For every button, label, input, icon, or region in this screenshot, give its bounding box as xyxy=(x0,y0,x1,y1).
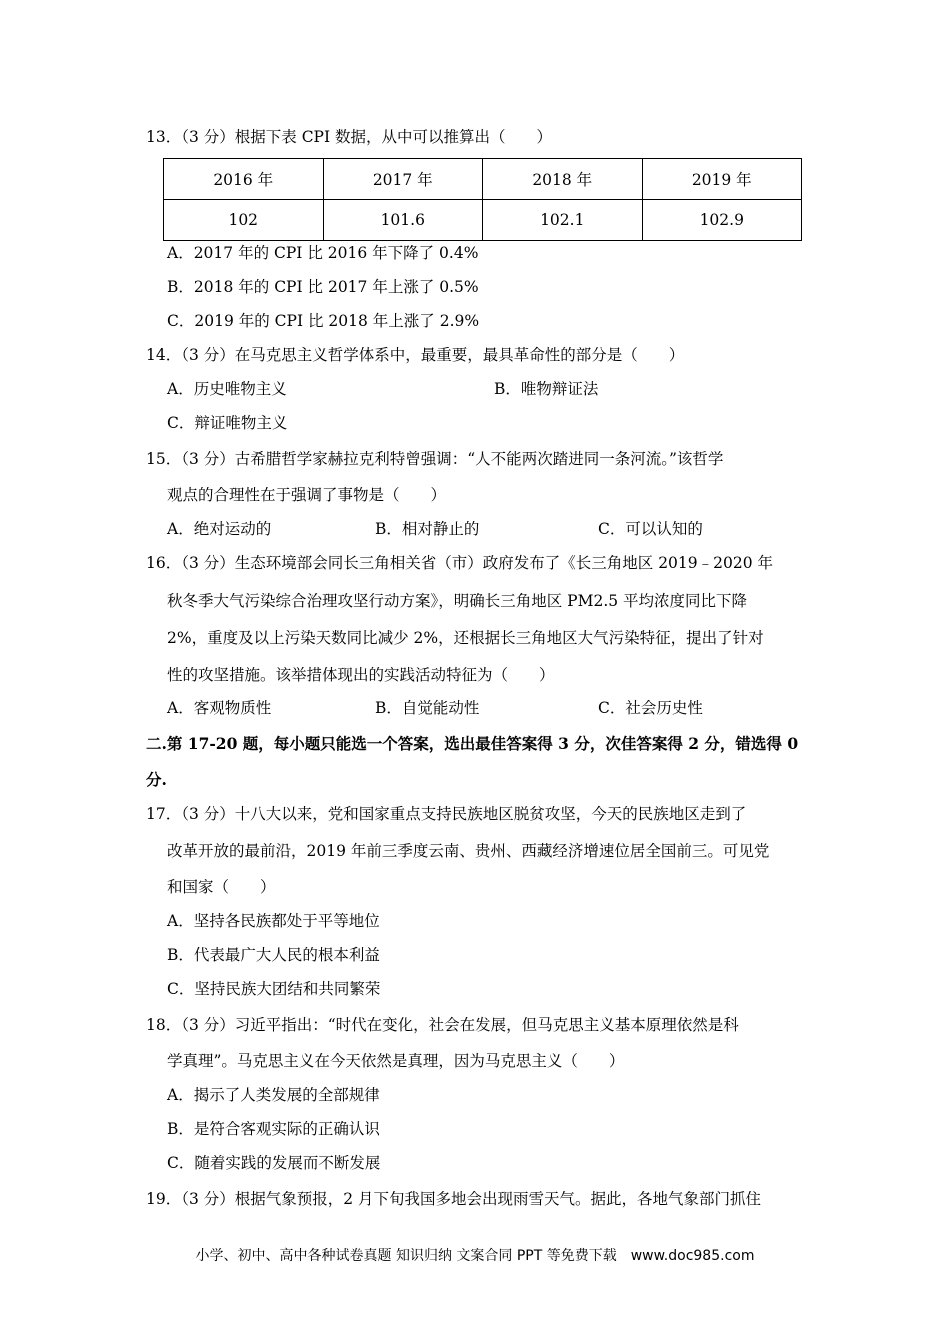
q17-option-c: C．坚持民族大团结和共同繁荣 xyxy=(167,980,381,998)
q15-option-c: C．可以认知的 xyxy=(598,520,703,538)
page-footer: 小学、初中、高中各种试卷真题 知识归纳 文案合同 PPT 等免费下载 www.doc985.com xyxy=(195,1248,755,1264)
q14-option-a: A．历史唯物主义 xyxy=(167,380,287,398)
table-cell: 2018 年 xyxy=(483,159,643,200)
q18-stem-line: 学真理”。马克思主义在今天依然是真理，因为马克思主义（ ） xyxy=(167,1052,625,1070)
q19-stem-line: 19．（3 分）根据气象预报，2 月下旬我国多地会出现雨雪天气。据此，各地气象部门抓住 xyxy=(146,1190,762,1208)
table-cell: 101.6 xyxy=(323,200,483,241)
q17-option-b: B．代表最广大人民的根本利益 xyxy=(167,946,380,964)
table-cell: 102.1 xyxy=(483,200,643,241)
q16-stem-line: 2%，重度及以上污染天数同比减少 2%，还根据长三角地区大气污染特征，提出了针对 xyxy=(167,629,764,647)
q15-option-a: A．绝对运动的 xyxy=(167,520,272,538)
section-heading: 分. xyxy=(146,770,167,789)
q13-option-b: B．2018 年的 CPI 比 2017 年上涨了 0.5% xyxy=(167,278,479,296)
q16-stem-line: 16．（3 分）生态环境部会同长三角相关省（市）政府发布了《长三角地区 2019﹣2020 年 xyxy=(146,554,774,572)
q15-stem-line: 15．（3 分）古希腊哲学家赫拉克利特曾强调：“人不能两次踏进同一条河流。”该哲学 xyxy=(146,450,724,468)
cpi-table xyxy=(163,158,802,241)
q14-stem: 14．（3 分）在马克思主义哲学体系中，最重要，最具革命性的部分是（ ） xyxy=(146,346,685,364)
q13-stem: 13．（3 分）根据下表 CPI 数据，从中可以推算出（ ） xyxy=(146,128,553,146)
q17-option-a: A．坚持各民族都处于平等地位 xyxy=(167,912,380,930)
q18-option-a: A．揭示了人类发展的全部规律 xyxy=(167,1086,380,1104)
q15-stem-line: 观点的合理性在于强调了事物是（ ） xyxy=(167,486,447,504)
q17-stem-line: 17．（3 分）十八大以来，党和国家重点支持民族地区脱贫攻坚，今天的民族地区走到了 xyxy=(146,805,747,823)
table-cell: 2017 年 xyxy=(323,159,483,200)
q16-stem-line: 秋冬季大气污染综合治理攻坚行动方案》，明确长三角地区 PM2.5 平均浓度同比下降 xyxy=(167,592,748,610)
table-cell: 2016 年 xyxy=(164,159,324,200)
section-heading: 二.第 17-20 题，每小题只能选一个答案，选出最佳答案得 3 分，次佳答案得 2 分，错选得 0 xyxy=(146,734,799,753)
q18-option-c: C．随着实践的发展而不断发展 xyxy=(167,1154,381,1172)
table-cell: 2019 年 xyxy=(642,159,802,200)
table-cell: 102 xyxy=(164,200,324,241)
table-cell: 102.9 xyxy=(642,200,802,241)
q13-option-c: C．2019 年的 CPI 比 2018 年上涨了 2.9% xyxy=(167,312,480,330)
q14-option-b: B．唯物辩证法 xyxy=(494,380,599,398)
q17-stem-line: 改革开放的最前沿，2019 年前三季度云南、贵州、西藏经济增速位居全国前三。可见党 xyxy=(167,842,770,860)
q16-option-a: A．客观物质性 xyxy=(167,699,272,717)
table-row xyxy=(164,200,802,241)
q16-stem-line: 性的攻坚措施。该举措体现出的实践活动特征为（ ） xyxy=(167,666,555,684)
q15-option-b: B．相对静止的 xyxy=(375,520,480,538)
q16-option-b: B．自觉能动性 xyxy=(375,699,480,717)
table-header-row xyxy=(164,159,802,200)
q16-option-c: C．社会历史性 xyxy=(598,699,703,717)
q17-stem-line: 和国家（ ） xyxy=(167,878,276,896)
q18-option-b: B．是符合客观实际的正确认识 xyxy=(167,1120,380,1138)
q18-stem-line: 18．（3 分）习近平指出：“时代在变化，社会在发展，但马克思主义基本原理依然是科 xyxy=(146,1016,739,1034)
q14-option-c: C．辩证唯物主义 xyxy=(167,414,288,432)
q13-option-a: A．2017 年的 CPI 比 2016 年下降了 0.4% xyxy=(167,244,479,262)
